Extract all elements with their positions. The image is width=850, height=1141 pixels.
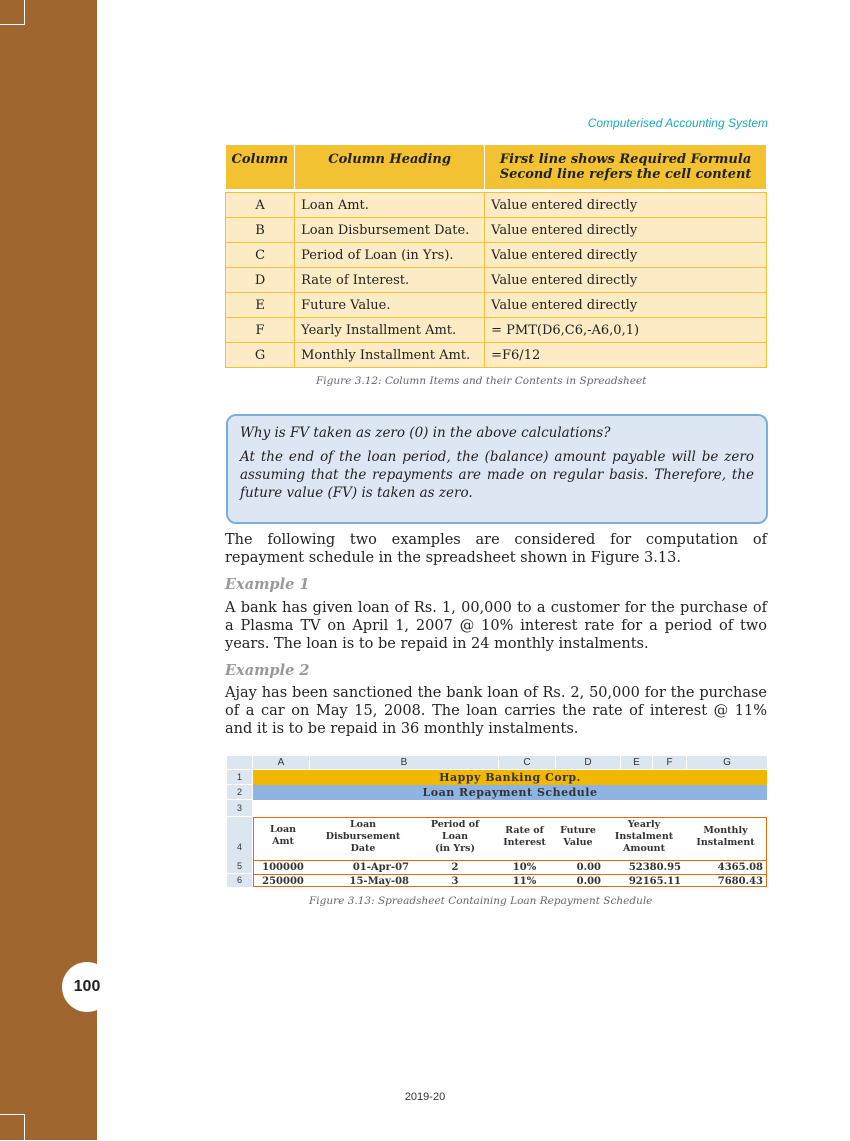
- table-row: [226, 318, 767, 343]
- spreadsheet-figure: [227, 756, 767, 889]
- sheet-header-rate: Rate of Interest: [503, 825, 546, 848]
- sheet-header-period: Period of Loan (in Yrs): [430, 819, 480, 854]
- example-1-text: A bank has given loan of Rs. 1, 00,000 to a customer for the purchase of a Plasma TV on April 1, 2007 @ 10% interest rate for a period of two years. The loan is to be repaid in 24 monthly instalments.: [225, 600, 767, 652]
- sheet-header-future-value: Future Value: [560, 825, 596, 848]
- cell-heading: Future Value.: [295, 293, 485, 318]
- header-formula: [485, 145, 767, 189]
- cell-heading: Monthly Installment Amt.: [295, 343, 485, 368]
- select-all-corner: [227, 756, 253, 769]
- page-number: 100: [62, 962, 112, 1012]
- note-question: Why is FV taken as zero (0) in the above calculations?: [240, 425, 611, 441]
- running-head: Computerised Accounting System: [587, 116, 768, 130]
- row-number-3: 3: [227, 800, 252, 817]
- sheet-cell-d6: 11%: [497, 874, 552, 887]
- col-header-g: G: [687, 756, 768, 769]
- row-number-4: 4: [227, 817, 252, 861]
- example-1-title: Example 1: [225, 576, 310, 593]
- header-formula-line2: Second line refers the cell content: [499, 167, 752, 182]
- sheet-subtitle: Loan Repayment Schedule: [253, 785, 767, 800]
- sheet-cell-g5: 4365.08: [684, 860, 767, 874]
- col-header-b: B: [310, 756, 499, 769]
- example-2-text: Ajay has been sanctioned the bank loan of Rs. 2, 50,000 for the purchase of a car on May 15, 2008. The loan carries the rate of interest @ 11% and it is to be repaid in 36 monthly instalments.: [225, 685, 767, 737]
- header-column-heading: Column Heading: [295, 145, 485, 189]
- example-2-title: Example 2: [225, 662, 310, 679]
- cell-formula: Value entered directly: [485, 243, 767, 268]
- row-number-1: 1: [227, 770, 252, 785]
- cell-heading: Period of Loan (in Yrs).: [295, 243, 485, 268]
- intro-paragraph: The following two examples are considered for computation of repayment schedule in the spreadsheet shown in Figure 3.13.: [225, 532, 767, 566]
- table-row: [226, 218, 767, 243]
- table-row: [226, 293, 767, 318]
- row-number-2: 2: [227, 785, 252, 800]
- col-header-a: A: [253, 756, 310, 769]
- cell-column: G: [226, 343, 295, 368]
- sheet-cell-f5: 52380.95: [604, 860, 684, 874]
- cell-heading: Yearly Installment Amt.: [295, 318, 485, 343]
- sheet-cell-c5: 2: [413, 860, 497, 874]
- sheet-cell-b6: 15-May-08: [313, 874, 413, 887]
- cell-column: D: [226, 268, 295, 293]
- sheet-cell-c6: 3: [413, 874, 497, 887]
- cell-formula: = PMT(D6,C6,-A6,0,1): [485, 318, 767, 343]
- cell-column: F: [226, 318, 295, 343]
- sheet-cell-e6: 0.00: [552, 874, 604, 887]
- cell-column: E: [226, 293, 295, 318]
- figure-caption-3-12: Figure 3.12: Column Items and their Contents in Spreadsheet: [316, 375, 647, 387]
- table-row: [226, 243, 767, 268]
- sheet-header-loan-amt: Loan Amt: [269, 824, 297, 847]
- note-box: [226, 414, 768, 524]
- sheet-header-monthly: Monthly Instalment: [696, 825, 755, 848]
- cell-formula: Value entered directly: [485, 193, 767, 218]
- table-row: [226, 268, 767, 293]
- col-header-d: D: [556, 756, 621, 769]
- cell-heading: Loan Amt.: [295, 193, 485, 218]
- note-answer: At the end of the loan period, the (balance) amount payable will be zero assuming that the repayments are made on regular basis. Therefore, the future value (FV) is taken as zero.: [240, 449, 754, 501]
- footer-year: 2019-20: [404, 1091, 446, 1103]
- sheet-cell-a6: 250000: [253, 874, 313, 887]
- cell-formula: =F6/12: [485, 343, 767, 368]
- cell-column: B: [226, 218, 295, 243]
- cell-heading: Rate of Interest.: [295, 268, 485, 293]
- cell-formula: Value entered directly: [485, 293, 767, 318]
- header-column: Column: [226, 145, 295, 189]
- table-row: [226, 343, 767, 368]
- col-header-f: F: [653, 756, 687, 769]
- sheet-cell-f6: 92165.11: [604, 874, 684, 887]
- table-header-row: [226, 145, 767, 189]
- crop-mark-bottom: [0, 1114, 25, 1141]
- cell-column: A: [226, 193, 295, 218]
- sheet-cell-e5: 0.00: [552, 860, 604, 874]
- cell-formula: Value entered directly: [485, 218, 767, 243]
- col-header-c: C: [499, 756, 556, 769]
- crop-mark-top: [0, 0, 25, 25]
- sheet-header-yearly: Yearly Instalment Amount: [614, 819, 674, 854]
- sheet-cell-b5: 01-Apr-07: [313, 860, 413, 874]
- sheet-cell-d5: 10%: [497, 860, 552, 874]
- sheet-title: Happy Banking Corp.: [253, 770, 767, 785]
- column-items-table: [225, 145, 767, 368]
- sheet-cell-a5: 100000: [253, 860, 313, 874]
- col-header-e: E: [621, 756, 653, 769]
- cell-formula: Value entered directly: [485, 268, 767, 293]
- cell-column: C: [226, 243, 295, 268]
- header-formula-line1: First line shows Required Formula: [499, 152, 752, 167]
- cell-heading: Loan Disbursement Date.: [295, 218, 485, 243]
- table-row: [226, 193, 767, 218]
- row-number-6: 6: [227, 874, 252, 888]
- sheet-cell-g6: 7680.43: [684, 874, 767, 887]
- sheet-header-disbursement-date: Loan Disbursement Date: [325, 819, 401, 854]
- row-number-5: 5: [227, 860, 252, 874]
- figure-caption-3-13: Figure 3.13: Spreadsheet Containing Loan Repayment Schedule: [309, 895, 653, 907]
